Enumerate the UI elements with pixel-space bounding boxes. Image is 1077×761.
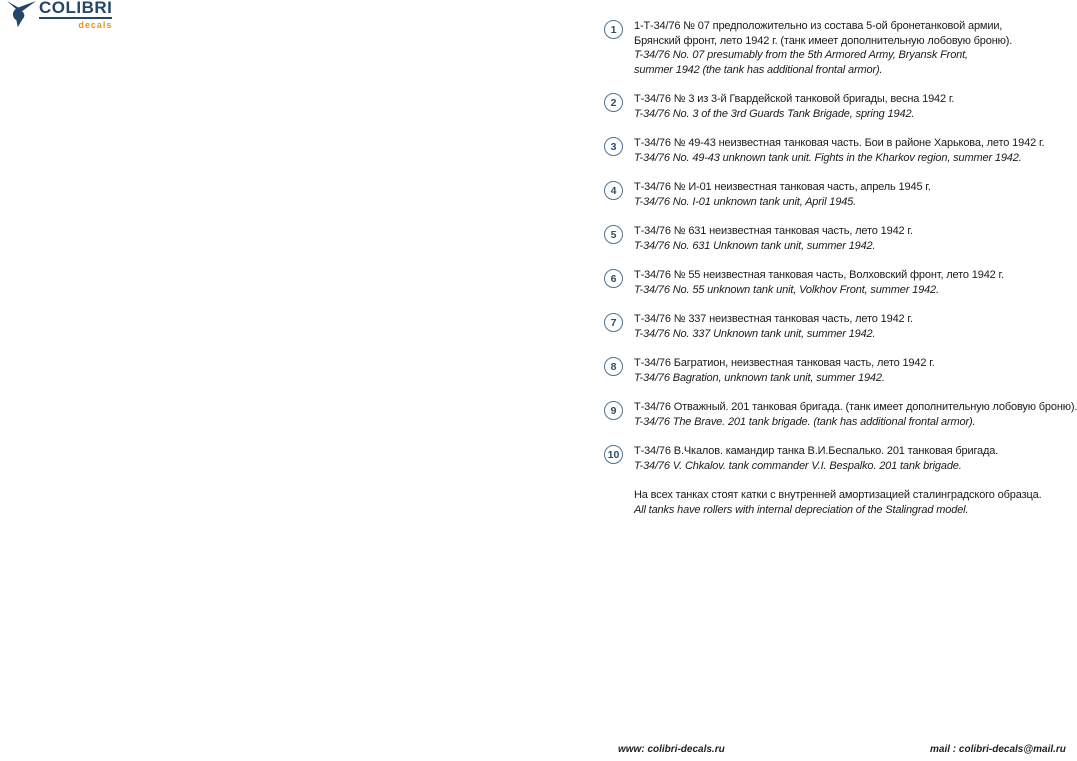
- entry-number-badge: 4: [604, 181, 623, 200]
- entry-item: [604, 224, 1077, 253]
- english-line: T-34/76 No. 07 presumably from the 5th Armored Army, Bryansk Front,: [634, 49, 968, 61]
- entries-list: [604, 19, 1077, 517]
- entry-item: [604, 268, 1077, 297]
- english-line: T-34/76 No. 49-43 unknown tank unit. Fights in the Kharkov region, summer 1942.: [634, 151, 1022, 164]
- russian-line: Т-34/76 № 55 неизвестная танковая часть, Волховский фронт, лето 1942 г.: [634, 269, 1004, 281]
- entry-number-badge: 7: [604, 313, 623, 332]
- russian-line: Т-34/76 № 49-43 неизвестная танковая часть. Бои в районе Харькова, лето 1942 г.: [634, 137, 1045, 149]
- entry-text: [634, 444, 1077, 473]
- footnote-english-line: All tanks have rollers with internal depreciation of the Stalingrad model.: [634, 503, 969, 516]
- entry-text: [634, 400, 1077, 429]
- entry-item: [604, 92, 1077, 121]
- entry-item: [604, 356, 1077, 385]
- brand-name: COLIBRI: [39, 0, 113, 17]
- footnote-russian-line: На всех танках стоят катки с внутренней амортизацией сталинградского образца.: [634, 489, 1042, 501]
- brand-logo: [7, 0, 112, 30]
- entry-item: [604, 400, 1077, 429]
- english-line: T-34/76 No. 631 Unknown tank unit, summer 1942.: [634, 239, 876, 252]
- entry-text: [634, 268, 1077, 297]
- russian-line: Т-34/76 № 3 из 3-й Гвардейской танковой бригады, весна 1942 г.: [634, 93, 955, 105]
- entry-item: [604, 444, 1077, 473]
- brand-subtitle: decals: [78, 20, 113, 30]
- russian-line: Т-34/76 № 631 неизвестная танковая часть, лето 1942 г.: [634, 225, 913, 237]
- entry-text: [634, 19, 1077, 77]
- entry-item: [604, 312, 1077, 341]
- footer-email: mail : colibri-decals@mail.ru: [930, 744, 1066, 755]
- russian-line: Т-34/76 Отважный. 201 танковая бригада. (танк имеет дополнительную лобовую броню).: [634, 401, 1077, 413]
- hummingbird-icon: [7, 0, 37, 30]
- entry-text: [634, 136, 1077, 165]
- russian-line: Т-34/76 В.Чкалов. камандир танка В.И.Беспалько. 201 танковая бригада.: [634, 445, 999, 457]
- russian-line: Т-34/76 № 337 неизвестная танковая часть, лето 1942 г.: [634, 313, 913, 325]
- entry-number-badge: 8: [604, 357, 623, 376]
- entry-item: [604, 180, 1077, 209]
- russian-line: Т-34/76 Багратион, неизвестная танковая часть, лето 1942 г.: [634, 357, 935, 369]
- footnote: [634, 488, 1077, 517]
- entry-text: [634, 312, 1077, 341]
- entry-item: [604, 136, 1077, 165]
- brand-wordmark: [39, 0, 112, 30]
- entry-number-badge: 1: [604, 20, 623, 39]
- entry-number-badge: 3: [604, 137, 623, 156]
- english-line: T-34/76 Bagration, unknown tank unit, summer 1942.: [634, 371, 885, 384]
- footer-website: www: colibri-decals.ru: [618, 744, 725, 755]
- entry-number-badge: 6: [604, 269, 623, 288]
- english-line: T-34/76 No. I-01 unknown tank unit, April 1945.: [634, 195, 857, 208]
- english-line: T-34/76 V. Chkalov. tank commander V.I. Bespalko. 201 tank brigade.: [634, 459, 962, 472]
- entry-number-badge: 5: [604, 225, 623, 244]
- russian-line: Брянский фронт, лето 1942 г. (танк имеет дополнительную лобовую броню).: [634, 34, 1013, 47]
- russian-line: 1-Т-34/76 № 07 предположительно из состава 5-ой бронетанковой армии,: [634, 20, 1003, 32]
- entry-text: [634, 180, 1077, 209]
- english-line: T-34/76 No. 337 Unknown tank unit, summer 1942.: [634, 327, 876, 340]
- entry-number-badge: 2: [604, 93, 623, 112]
- english-line: T-34/76 The Brave. 201 tank brigade. (tank has additional frontal armor).: [634, 415, 976, 428]
- entry-item: [604, 19, 1077, 77]
- entry-text: [634, 92, 1077, 121]
- entry-text: [634, 224, 1077, 253]
- entry-number-badge: 9: [604, 401, 623, 420]
- entry-text: [634, 356, 1077, 385]
- entry-number-badge: 10: [604, 445, 623, 464]
- english-line: T-34/76 No. 55 unknown tank unit, Volkhov Front, summer 1942.: [634, 283, 939, 296]
- english-line: summer 1942 (the tank has additional frontal armor).: [634, 63, 883, 76]
- russian-line: Т-34/76 № И-01 неизвестная танковая часть, апрель 1945 г.: [634, 181, 931, 193]
- english-line: T-34/76 No. 3 of the 3rd Guards Tank Brigade, spring 1942.: [634, 107, 915, 120]
